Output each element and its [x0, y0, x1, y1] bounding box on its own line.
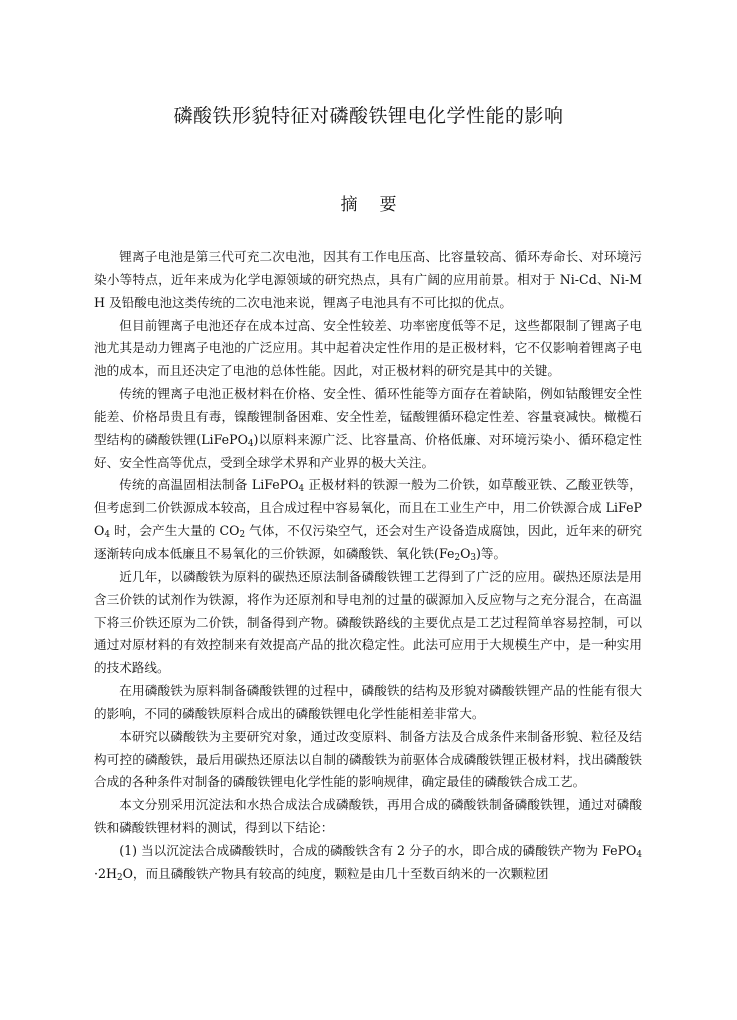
subscript: 2 [454, 553, 461, 564]
text-run: ·2H [94, 865, 117, 881]
text-run: )以原料来源广泛、比容量高、价格低廉、对环境污染小、循环稳定性好、安全性高等优点，受到全球学术界和产业界的极大关注。 [94, 431, 643, 470]
subscript: 4 [298, 484, 305, 495]
text-run: 锂离子电池是第三代可充二次电池，因其有工作电压高、比容量较高、循环寿命长、对环境污染小等特点，近年来成为化学电源领域的研究热点，具有广阔的应用前景。相对于 Ni-Cd、Ni-MH 及铅酸电池这类传统的二次电池来说，锂离子电池具有不可比拟的优点。 [94, 249, 642, 310]
document-title: 磷酸铁形貌特征对磷酸铁锂电化学性能的影响 [173, 105, 564, 127]
text-run: 时，会产生大量的 CO [109, 523, 240, 539]
abstract-paragraph [94, 726, 642, 795]
abstract-body [94, 246, 642, 886]
abstract-paragraph [94, 474, 642, 565]
text-run: 传统的锂离子电池正极材料在价格、安全性、循环性能等方面存在着缺陷，例如钴酸锂安全性能差、价格昂贵且有毒，镍酸锂制备困难、安全性差，锰酸锂循环稳定性差、容量衰减快。橄榄石型结构的磷酸铁锂(LiFePO [94, 386, 642, 447]
abstract-paragraph [94, 680, 642, 726]
text-run: 在用磷酸铁为原料制备磷酸铁锂的过程中，磷酸铁的结构及形貌对磷酸铁锂产品的性能有很大的影响，不同的磷酸铁原料合成出的磷酸铁锂电化学性能相差非常大。 [94, 683, 642, 721]
text-run: 本研究以磷酸铁为主要研究对象，通过改变原料、制备方法及合成条件来制备形貌、粒径及结构可控的磷酸铁，最后用碳热还原法以自制的磷酸铁为前驱体合成磷酸铁锂正极材料，找出磷酸铁合成的各种条件对制备的磷酸铁锂电化学性能的影响规律，确定最佳的磷酸铁合成工艺。 [94, 728, 642, 790]
text-run: (1) 当以沉淀法合成磷酸铁时，合成的磷酸铁含有 2 分子的水，即合成的磷酸铁产物为 FePO [119, 842, 637, 858]
text-run: )等。 [476, 545, 507, 561]
text-run: 但目前锂离子电池还存在成本过高、安全性较差、功率密度低等不足，这些都限制了锂离子电池尤其是动力锂离子电池的广泛应用。其中起着决定性作用的是正极材料，它不仅影响着锂离子电池的成本，而且还决定了电池的总体性能。因此，对正极材料的研究是其中的关键。 [94, 317, 642, 379]
subscript: 3 [470, 553, 476, 564]
abstract-paragraph [94, 315, 642, 384]
text-run: 传统的高温固相法制备 LiFePO [119, 477, 299, 493]
text-run: 近几年，以磷酸铁为原料的碳热还原法制备磷酸铁锂工艺得到了广泛的应用。碳热还原法是用含三价铁的试剂作为铁源，将作为还原剂和导电剂的过量的碳源加入反应物与之充分混合，在高温下将三价铁还原为二价铁，制备得到产物。磷酸铁路线的主要优点是工艺过程简单容易控制，可以通过对原材料的有效控制来有效提高产品的批次稳定性。此法可应用于大规模生产中，是一种实用的技术路线。 [94, 568, 642, 676]
text-run: O [460, 545, 471, 561]
text-run: O，而且磷酸铁产物具有较高的纯度，颗粒是由几十至数百纳米的一次颗粒团 [122, 865, 549, 881]
subscript: 4 [247, 438, 254, 449]
abstract-paragraph [94, 566, 642, 680]
subscript: 2 [117, 872, 123, 883]
abstract-paragraph [94, 383, 642, 474]
abstract-paragraph [94, 840, 642, 886]
text-run: 气体，不仅污染空气，还会对生产设备造成腐蚀，因此，近年来的研究逐渐转向成本低廉且不易氧化的三价铁源，如磷酸铁、氧化铁(Fe [94, 523, 642, 561]
abstract-paragraph [94, 794, 642, 840]
abstract-heading: 摘要 [340, 195, 419, 215]
subscript: 2 [239, 530, 246, 541]
subscript: 4 [636, 850, 642, 861]
text-run: 正极材料的铁源一般为二价铁，如草酸亚铁、乙酸亚铁等，但考虑到二价铁源成本较高，且合成过程中容易氧化，而且在工业生产中，用二价铁源合成 LiFePO [94, 477, 642, 539]
abstract-paragraph [94, 246, 642, 315]
text-run: 本文分别采用沉淀法和水热合成法合成磷酸铁，再用合成的磷酸铁制备磷酸铁锂，通过对磷酸铁和磷酸铁锂材料的测试，得到以下结论： [94, 797, 642, 836]
subscript: 4 [104, 530, 110, 541]
